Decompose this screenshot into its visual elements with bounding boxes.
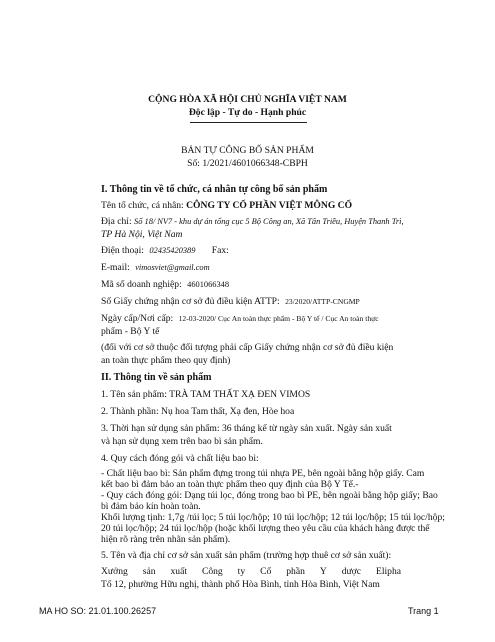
page-number: Trang 1 (408, 606, 439, 616)
org-value: CÔNG TY CỔ PHẦN VIỆT MÔNG CỔ (186, 200, 353, 211)
document-title: BẢN TỰ CÔNG BỐ SẢN PHẨM (181, 145, 314, 156)
tax-label: Mã số doanh nghiệp: (101, 279, 182, 290)
packaging-material-line-2: kết bao bì đảm bảo an toàn thực phẩm theo quy định của Bộ Y Tế.- (101, 479, 359, 490)
manufacturer-word: Y (319, 566, 327, 577)
shelf-life-line-1: 3. Thời hạn sử dụng sản phẩm: 36 tháng kể từ ngày sản xuất. Ngày sản xuất (101, 423, 392, 434)
motto: Độc lập - Tự do - Hạnh phúc (188, 107, 307, 118)
net-weight-line-3: hiện rõ ràng trên nhãn sản phẩm). (101, 534, 231, 545)
email-label: E-mail: (101, 262, 130, 273)
nation-heading: CỘNG HÒA XÃ HỘI CHỦ NGHĨA VIỆT NAM (148, 94, 347, 105)
manufacturer-word: dược (341, 566, 362, 577)
note-line-1: (đối với cơ sở thuộc đối tượng phải cấp Giấy chứng nhận cơ sở đủ điều kiện (101, 342, 394, 353)
document-number: Số: 1/2021/4601066348-CBPH (187, 158, 308, 169)
org-row (101, 200, 352, 212)
shelf-life-line-2: và hạn sử dụng xem trên bao bì sản phẩm. (101, 436, 263, 447)
issue-row (101, 313, 379, 325)
cert-value: 23/2020/ATTP-CNGMP (285, 297, 360, 306)
email-row (101, 262, 210, 274)
address-value-2: TP Hà Nội, Việt Nam (101, 229, 183, 240)
manufacturer-word: ty (237, 566, 246, 577)
org-label: Tên tổ chức, cá nhân: (101, 200, 184, 211)
address-row (101, 216, 404, 228)
fax-label: Fax: (211, 245, 229, 256)
section1-heading: I. Thông tin về tổ chức, cá nhân tự công bố sản phẩm (101, 184, 328, 195)
manufacturer-word: Công (201, 566, 223, 577)
issue-value-1: 12-03-2020/ Cục An toàn thực phẩm - Bộ Y tế / Cục An toàn thực (178, 314, 379, 323)
phone-value: 02435420389 (149, 246, 196, 255)
net-weight-line-1: Khối lượng tịnh: 1,7g /túi lọc; 5 túi lọc/hộp; 10 túi lọc/hộp; 12 túi lọc/hộp; 15 túi lọc/hộp; (101, 512, 445, 523)
manufacturer-word: Elipha (375, 566, 401, 577)
manufacturer-word: xuất (170, 566, 187, 577)
manufacturer-name-line (101, 566, 401, 578)
packaging-heading: 4. Quy cách đóng gói và chất liệu bao bì: (101, 453, 259, 464)
email-value: vimosviet@gmail.com (135, 263, 210, 272)
manufacturer-word: phần (286, 566, 305, 577)
motto-underline (190, 122, 307, 123)
net-weight-line-2: 20 túi lọc/hộp; 24 túi lọc/hộp (hoặc khối lượng theo yêu cầu của khách hàng được thể (101, 523, 430, 534)
cert-label: Số Giấy chứng nhận cơ sở đủ điều kiện ATTP: (101, 296, 280, 307)
issue-value-2: phẩm - Bộ Y tế (101, 326, 160, 337)
issue-label: Ngày cấp/Nơi cấp: (101, 313, 174, 324)
note-line-2: an toàn thực phẩm theo quy định) (101, 355, 231, 366)
tax-value: 4601066348 (187, 280, 230, 289)
product-name: 1. Tên sản phẩm: TRÀ TAM THẤT XẠ ĐEN VIMOS (101, 389, 311, 400)
manufacturer-word: Cổ (260, 566, 272, 577)
product-ingredients: 2. Thành phần: Nụ hoa Tam thất, Xạ đen, Hòe hoa (101, 406, 295, 417)
packaging-spec-line-2: bì đảm bảo kín hoàn toàn. (101, 501, 201, 512)
packaging-material-line-1: - Chất liệu bao bì: Sản phẩm đựng trong túi nhựa PE, bên ngoài bằng hộp giấy. Cam (101, 468, 425, 479)
packaging-spec-line-1: - Quy cách đóng gói: Dạng túi lọc, đóng trong bao bì PE, bên ngoài bằng hộp giấy; Bao (101, 490, 438, 501)
manufacturer-word: sản (142, 566, 156, 577)
address-label: Địa chỉ: (101, 216, 132, 227)
address-value-1: Số 18/ NV7 - khu dự án tổng cục 5 Bộ Công an, Xã Tân Triều, Huyện Thanh Trì, (134, 217, 404, 226)
phone-label: Điện thoại: (101, 245, 144, 256)
tax-row (101, 279, 229, 291)
manufacturer-address: Tổ 12, phường Hữu nghị, thành phố Hòa Bình, tỉnh Hòa Bình, Việt Nam (101, 579, 380, 590)
cert-row (101, 296, 360, 308)
manufacturer-word: Xưởng (101, 566, 128, 577)
phone-row (101, 245, 229, 257)
manufacturer-heading: 5. Tên và địa chỉ cơ sở sản xuất sản phẩm (trường hợp thuê cơ sở sản xuất): (101, 550, 392, 561)
dossier-code: MA HO SO: 21.01.100.26257 (39, 606, 157, 616)
section2-heading: II. Thông tin về sản phẩm (101, 372, 212, 383)
